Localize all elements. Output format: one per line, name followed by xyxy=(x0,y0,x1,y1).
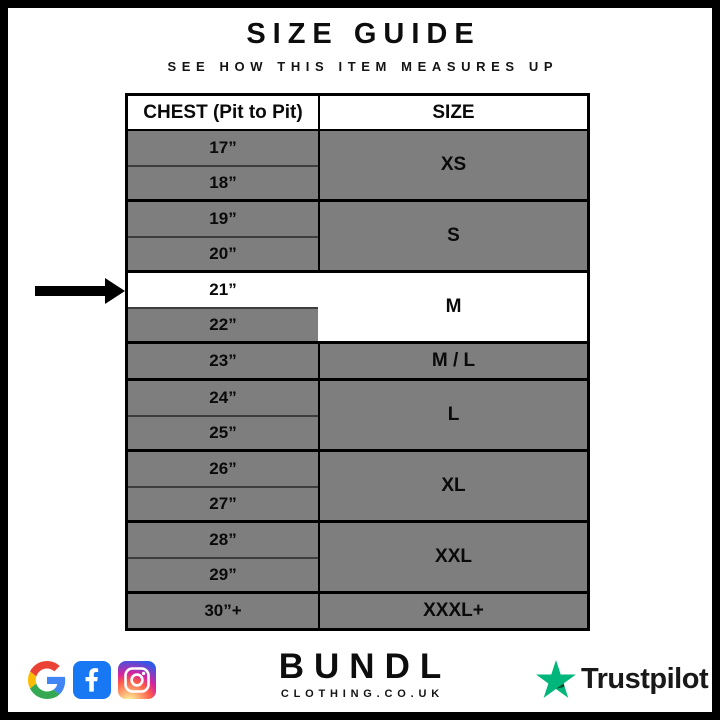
chest-cell: 30”+ xyxy=(204,601,242,620)
size-group-s xyxy=(128,199,587,270)
chest-cell: 21” xyxy=(209,280,237,299)
chest-column xyxy=(128,452,320,520)
chest-cell: 29” xyxy=(128,557,318,591)
chest-cell: 26” xyxy=(209,459,237,478)
chest-cell: 28” xyxy=(209,530,237,549)
size-group-l xyxy=(128,378,587,449)
highlight-arrow-icon xyxy=(35,278,125,304)
trustpilot-label: Trustpilot xyxy=(581,662,709,695)
trustpilot-logo xyxy=(536,660,708,698)
chest-column xyxy=(128,202,320,270)
trustpilot-star-icon xyxy=(536,660,576,698)
chest-cell: 19” xyxy=(209,209,237,228)
size-cell: XXXL+ xyxy=(423,600,484,621)
page-subtitle: SEE HOW THIS ITEM MEASURES UP xyxy=(167,59,559,74)
chest-cell: 24” xyxy=(209,388,237,407)
size-group-m xyxy=(128,270,587,341)
arrow-shaft xyxy=(35,286,107,296)
chest-column xyxy=(128,344,320,378)
size-table-body xyxy=(128,131,587,628)
chest-column xyxy=(128,381,320,449)
chest-column-header: CHEST (Pit to Pit) xyxy=(128,96,320,129)
chest-column xyxy=(128,594,320,628)
size-cell: XS xyxy=(440,154,467,175)
chest-cell: 23” xyxy=(209,351,237,370)
brand-domain: CLOTHING.CO.UK xyxy=(280,688,444,700)
size-column-header: SIZE xyxy=(432,101,475,123)
chest-cell: 27” xyxy=(128,486,318,520)
size-group-ml xyxy=(128,341,587,378)
size-cell: L xyxy=(447,404,460,425)
size-group-xxl xyxy=(128,520,587,591)
chest-column xyxy=(128,523,320,591)
size-cell: XL xyxy=(441,475,466,496)
size-cell: S xyxy=(447,225,460,246)
size-group-xs xyxy=(128,131,587,199)
size-cell: XXL xyxy=(435,546,472,567)
chest-column xyxy=(128,131,320,199)
chest-cell: 25” xyxy=(128,415,318,449)
page-title: SIZE GUIDE xyxy=(246,18,481,50)
size-cell: M xyxy=(445,296,462,317)
size-table-header xyxy=(128,96,587,131)
size-group-xl xyxy=(128,449,587,520)
chest-cell: 17” xyxy=(209,138,237,157)
chest-cell: 20” xyxy=(128,236,318,270)
chest-cell: 22” xyxy=(128,307,318,341)
brand-name: BUNDL xyxy=(278,647,452,686)
size-table xyxy=(125,93,590,631)
chest-column xyxy=(128,273,320,341)
size-cell: M / L xyxy=(431,350,476,371)
size-group-xxxl+ xyxy=(128,591,587,628)
chest-cell: 18” xyxy=(128,165,318,199)
arrow-head xyxy=(105,278,125,304)
